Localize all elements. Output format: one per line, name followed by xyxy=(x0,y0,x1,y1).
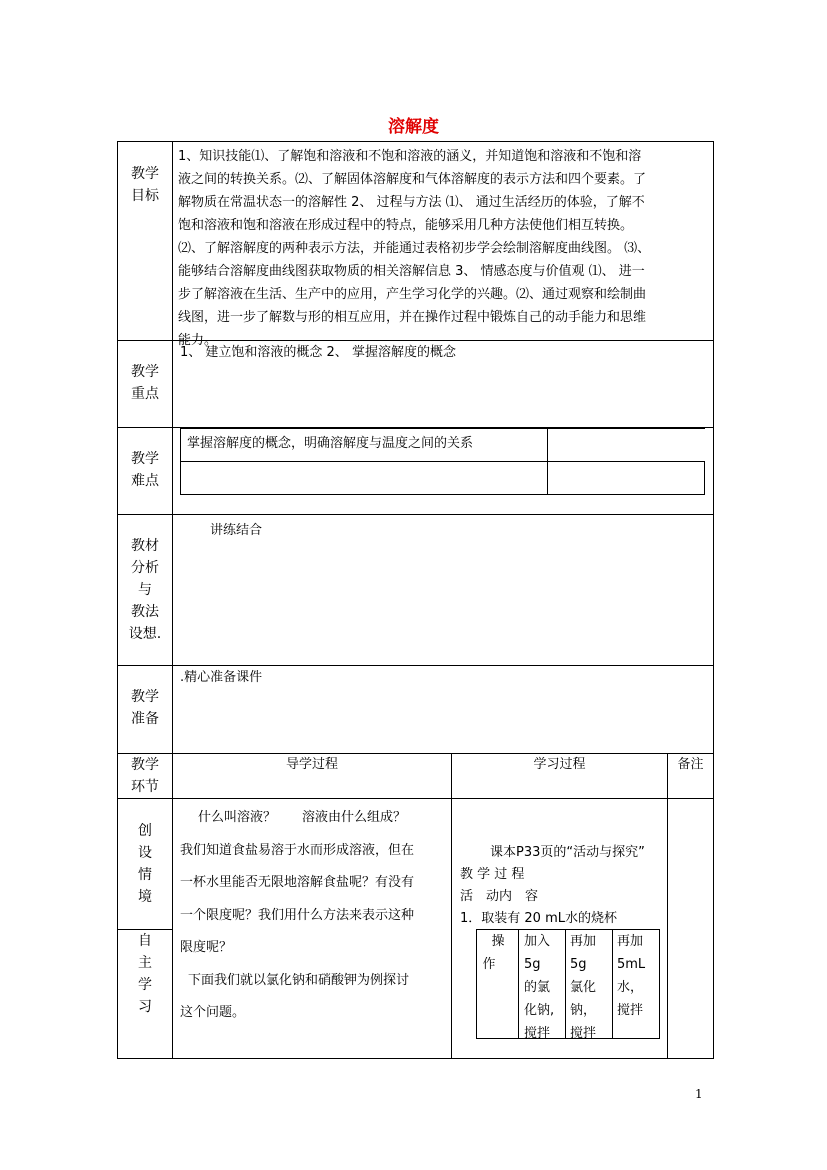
guide-header: 导学过程 xyxy=(285,757,338,772)
stage-self-study-label: 自 主 学 习 xyxy=(138,933,152,1015)
analysis-text: 讲练结合 xyxy=(210,523,263,538)
goals-text: 1、知识技能⑴、了解饱和溶液和不饱和溶液的涵义，并知道饱和溶液和不饱和溶 液之间的转换关系。⑵、了解固体溶解度和气体溶解度的表示方法和四个要素。了 解物质在常温状态一的溶解性 2、 过程与方法 ⑴、 通过生活经历的体验，了解不 饱和溶液和饱和溶液在形成过程中的特点，能够采用几种方法使他们相互转换。 ⑵、了解溶解度的两种表示方法，并能通过表格初步学会绘制溶解度曲线图。 ⑶、 能够结合溶解度曲线图获取物质的相关溶解信息 3、 情感态度与价值观 ⑴、 进一 步了解溶液在生活、生产中的应用，产生学习化学的兴趣。⑵、通过观察和绘制曲 线图，进一步了解数与形的相互应用，并在操作过程中锻炼自己的动手能力和思维 能力。 xyxy=(178,149,651,348)
note-header: 备注 xyxy=(677,757,704,772)
guide-text: 什么叫溶液？ 溶液由什么组成？ 我们知道食盐易溶于水而形成溶液，但在 一杯水里能否无限地溶解食盐呢？有没有 一个限度呢？我们用什么方法来表示这种 限度呢？ 下面我们就以氯化钠和硝酸钾为例探讨 这个问题。 xyxy=(180,810,415,1020)
key-points-text: 1、 建立饱和溶液的概念 2、 掌握溶解度的概念 xyxy=(180,345,456,360)
goals-label: 教学 目标 xyxy=(131,166,159,204)
inner-cell-add-more-salt: 再加 5g 氯化 钠， 搅拌 xyxy=(570,934,597,1041)
learn-header: 学习过程 xyxy=(533,757,586,772)
preparation-label: 教学 准备 xyxy=(131,689,159,727)
inner-cell-add-salt: 加入 5g 的氯 化钠, 搅拌 xyxy=(524,934,555,1041)
document-title: 溶解度 xyxy=(388,117,439,137)
difficulty-label: 教学 难点 xyxy=(131,451,159,489)
preparation-text: .精心准备课件 xyxy=(180,670,263,685)
difficulty-text: 掌握溶解度的概念，明确溶解度与温度之间的关系 xyxy=(187,436,474,451)
stage-create-scene-label: 创 设 情 境 xyxy=(138,823,152,905)
page-number: 1 xyxy=(695,1087,703,1101)
inner-cell-operation: 操 作 xyxy=(482,934,505,972)
inner-cell-add-water: 再加 5mL 水， 搅拌 xyxy=(617,934,646,1018)
key-points-label: 教学 重点 xyxy=(131,364,159,402)
learn-text: 课本P33页的“活动与探究” 教 学 过 程 活 动内 容 1．取装有 20 mL水的烧杯 xyxy=(460,845,645,926)
process-label: 教学 环节 xyxy=(131,757,159,795)
analysis-label: 教材 分析 与 教法 设想. xyxy=(128,538,162,642)
